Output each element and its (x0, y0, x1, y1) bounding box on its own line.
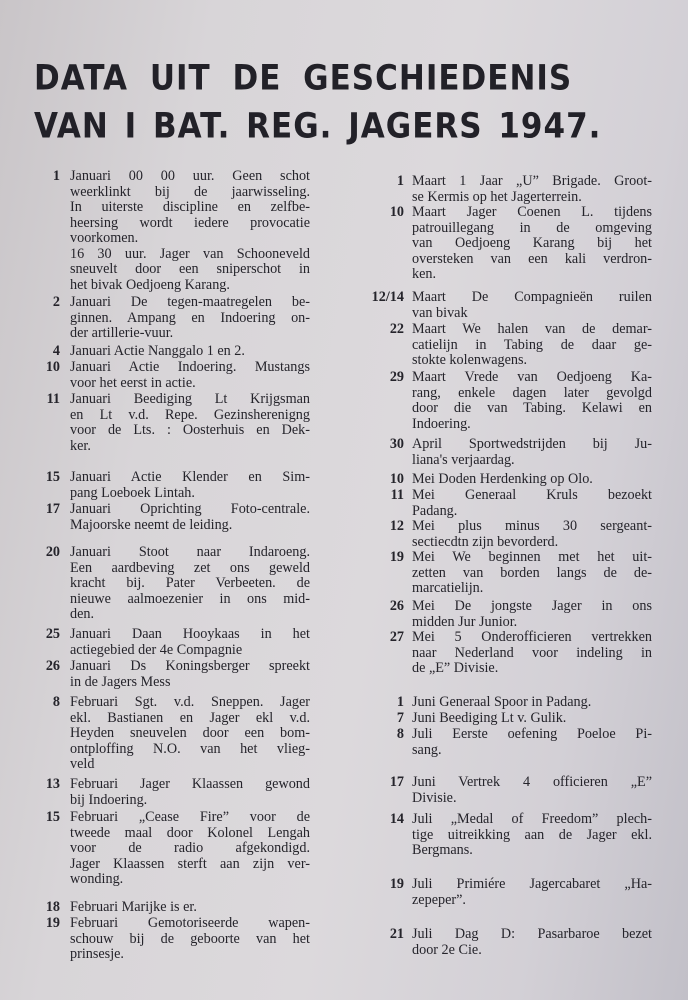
entry-text (412, 290, 652, 321)
entry-text (412, 174, 652, 205)
entry-line: in de Jagers Mess (70, 674, 171, 690)
entry-day: 22 (389, 321, 404, 337)
entry-line: ekl. Bastianen en Jager ekl v.d. (70, 710, 310, 726)
entry-line: liana's verjaardag. (412, 452, 515, 468)
entry-line: Februari Jager Klaassen gewond (70, 777, 310, 792)
entry-line: voor het eerst in actie. (70, 375, 196, 391)
entry-line: Een aardbeving zet ons geweld (70, 560, 310, 576)
entry-line: Juli „Medal of Freedom” plech- (412, 812, 652, 827)
entry-line: schouw bij de geboorte van het (70, 931, 310, 947)
entry-line: Mei We beginnen met het uit- (412, 550, 652, 565)
entry-day: 12 (389, 518, 404, 534)
entry-day: 27 (389, 629, 404, 645)
entry-line: nieuwe aalmoezenier in ons mid- (70, 591, 310, 607)
entry-day: 21 (389, 926, 404, 942)
entry-day: 11 (46, 391, 60, 407)
entry-day: 19 (389, 876, 404, 892)
entry-line: Maart Vrede van Oedjoeng Ka- (412, 370, 652, 385)
entry-line: Heyden sneuvelen door een bom- (70, 726, 310, 741)
entry-line: Januari Actie Nanggalo 1 en 2. (70, 344, 245, 359)
entry-day: 26 (45, 658, 60, 674)
entry-line: en Lt v.d. Repe. Gezinsherenigng (70, 407, 310, 423)
entry-day: 17 (389, 774, 404, 790)
entry-text (412, 711, 652, 727)
entry-day: 10 (45, 359, 60, 375)
entry-text (70, 344, 310, 360)
entry-line: Mei Generaal Kruls bezoekt (412, 488, 652, 503)
entry-line: Juni Generaal Spoor in Padang. (412, 695, 592, 710)
entry-line: Indoering. (412, 416, 471, 432)
entry-line: zetten van borden langs de de- (412, 565, 652, 581)
entry-line: Juli Eerste oefening Poeloe Pi- (412, 727, 652, 742)
entry-text (412, 205, 652, 283)
entry-line: actiegebied der 4e Compagnie (70, 642, 243, 658)
entry-line: Maart Jager Coenen L. tijdens (412, 205, 652, 220)
entry-day: 18 (45, 899, 60, 915)
entry-line: zepeper”. (412, 892, 466, 908)
entry-line: marcatielijn. (412, 581, 484, 596)
entry-line: Februari Gemotoriseerde wapen- (70, 916, 310, 931)
entry-line: tige uitreikking aan de Jager ekl. (412, 827, 652, 843)
entry-day: 19 (389, 549, 404, 565)
entry-line: ginnen. Ampang en Indoering on- (70, 310, 310, 326)
entry-line: ontploffing N.O. van het vlieg- (70, 741, 310, 757)
entry-day: 30 (389, 436, 404, 452)
entry-line: veld (70, 757, 95, 772)
entry-text (70, 545, 310, 623)
entry-line: Januari Stoot naar Indaroeng. (70, 545, 310, 560)
entry-text (70, 502, 310, 533)
entry-line: Februari Marijke is er. (70, 900, 197, 915)
entry-line: Juli Primiére Jagercabaret „Ha- (412, 877, 652, 892)
entry-line: van bivak (412, 305, 468, 321)
entry-line: patrouillegang in de omgeving (412, 220, 652, 236)
entry-text (412, 437, 652, 468)
entry-line: van Oedjoeng Karang bij het (412, 236, 652, 251)
entry-line: Januari Beediging Lt Krijgsman (70, 392, 310, 407)
entry-line: Mei Doden Herdenking op Olo. (412, 472, 593, 487)
entry-text (70, 916, 310, 963)
entry-day: 2 (52, 294, 60, 310)
entry-text (412, 812, 652, 859)
entry-line: door 2e Cie. (412, 942, 482, 958)
entry-line: oversteken van een kali verdron- (412, 251, 652, 267)
entry-text (412, 927, 652, 958)
entry-line: Januari Oprichting Foto-centrale. (70, 502, 310, 517)
entry-line: 16 30 uur. Jager van Schooneveld (70, 246, 310, 262)
entry-line: Juni Vertrek 4 officieren „E” (412, 775, 652, 790)
entry-text (412, 727, 652, 758)
entry-day: 25 (45, 626, 60, 642)
entry-line: voor de radio afgekondigd. (70, 841, 310, 856)
entry-day: 26 (389, 598, 404, 614)
title-line-2: VAN I BAT. REG. JAGERS 1947. (34, 106, 602, 147)
entry-line: tweede maal door Kolonel Lengah (70, 825, 310, 841)
entry-text (70, 295, 310, 342)
entry-day: 8 (396, 726, 404, 742)
entry-line: In uiterste discipline en zelfbe- (70, 200, 310, 215)
entry-day: 8 (52, 694, 60, 710)
entry-text (412, 488, 652, 519)
entry-line: naar Nederland voor indeling in (412, 645, 652, 661)
entry-text (412, 775, 652, 806)
entry-text (412, 519, 652, 550)
entry-line: se Kermis op het Jagerterrein. (412, 189, 582, 205)
entry-line: wonding. (70, 872, 124, 887)
entry-line: Jager Klaassen sterft aan zijn ver- (70, 856, 310, 872)
entry-text (412, 322, 652, 369)
entry-day: 10 (389, 204, 404, 220)
entry-day: 1 (52, 168, 60, 184)
entry-line: Maart We halen van de demar- (412, 322, 652, 337)
entry-line: ker. (70, 438, 91, 454)
entry-line: Maart De Compagnieën ruilen (412, 290, 652, 305)
entry-line: Januari De tegen-maatregelen be- (70, 295, 310, 310)
entry-line: door die van Tabing. Kelawi en (412, 401, 652, 416)
entry-day: 11 (390, 487, 404, 503)
entry-line: pang Loeboek Lintah. (70, 485, 195, 501)
entry-line: Mei De jongste Jager in ons (412, 599, 652, 614)
entry-line: bij Indoering. (70, 792, 148, 808)
entry-line: Bergmans. (412, 843, 473, 858)
entry-line: Januari Actie Indoering. Mustangs (70, 360, 310, 375)
entry-text (412, 877, 652, 908)
entry-text (412, 630, 652, 677)
entry-line: Januari Ds Koningsberger spreekt (70, 659, 310, 674)
entry-line: Juni Beediging Lt v. Gulik. (412, 711, 567, 726)
entry-text (70, 695, 310, 773)
entry-text (70, 169, 310, 293)
entry-day: 20 (45, 544, 60, 560)
entry-line: Februari „Cease Fire” voor de (70, 810, 310, 825)
entry-line: sectiecdtn zijn bevorderd. (412, 534, 559, 550)
entry-day: 12/14 (371, 289, 404, 305)
entry-line: Januari Daan Hooykaas in het (70, 627, 310, 642)
entry-line: Majoorske neemt de leiding. (70, 517, 233, 533)
entry-line: prinsesje. (70, 947, 124, 962)
entry-day: 29 (389, 369, 404, 385)
entry-text (70, 810, 310, 888)
title-line-1: DATA UIT DE GESCHIEDENIS (34, 58, 573, 99)
entry-text (70, 659, 310, 690)
entry-line: der artillerie-vuur. (70, 326, 174, 341)
entry-line: kracht bij. Pater Verbeeten. de (70, 576, 310, 591)
entry-line: Mei 5 Onderofficieren vertrekken (412, 630, 652, 645)
entry-line: voorkomen. (70, 231, 139, 246)
entry-day: 1 (396, 173, 404, 189)
entry-line: voor de Lts. : Oosterhuis en Dek- (70, 423, 310, 438)
entry-day: 17 (45, 501, 60, 517)
entry-text (412, 550, 652, 597)
entry-line: catielijn in Tabing de daar ge- (412, 337, 652, 353)
entry-line: Mei plus minus 30 sergeant- (412, 519, 652, 534)
entry-text (412, 695, 652, 711)
entry-text (70, 392, 310, 454)
entry-text (412, 472, 652, 488)
entry-line: rang, enkele dagen later gevolgd (412, 385, 652, 401)
entry-line: sneuvelt door een sniperschot in (70, 262, 310, 277)
entry-line: ken. (412, 267, 437, 282)
entry-line: Februari Sgt. v.d. Sneppen. Jager (70, 695, 310, 710)
entry-text (412, 370, 652, 432)
entry-line: stokte kolenwagens. (412, 353, 528, 368)
entry-day: 10 (389, 471, 404, 487)
entry-day: 14 (389, 811, 404, 827)
entry-day: 4 (52, 343, 60, 359)
entry-line: Januari Actie Klender en Sim- (70, 470, 310, 485)
entry-line: Maart 1 Jaar „U” Brigade. Groot- (412, 174, 652, 189)
entry-line: Juli Dag D: Pasarbaroe bezet (412, 927, 652, 942)
entry-day: 15 (45, 469, 60, 485)
entry-text (412, 599, 652, 630)
entry-day: 1 (396, 694, 404, 710)
entry-line: Januari 00 00 uur. Geen schot (70, 169, 310, 184)
entry-line: heersing wordt iedere provocatie (70, 215, 310, 231)
entry-day: 13 (45, 776, 60, 792)
entry-text (70, 627, 310, 658)
entry-day: 19 (45, 915, 60, 931)
entry-line: den. (70, 607, 95, 622)
entry-line: weerklinkt bij de jaarwisseling. (70, 184, 310, 200)
entry-line: de „E” Divisie. (412, 661, 499, 676)
entry-text (70, 470, 310, 501)
entry-day: 7 (396, 710, 404, 726)
entry-text (70, 360, 310, 391)
entry-line: Divisie. (412, 790, 457, 806)
entry-text (70, 900, 310, 916)
entry-day: 15 (45, 809, 60, 825)
entry-line: het bivak Oedjoeng Karang. (70, 277, 230, 293)
entry-line: Padang. (412, 503, 458, 519)
entry-line: sang. (412, 742, 442, 758)
entry-line: midden Jur Junior. (412, 614, 518, 630)
entry-text (70, 777, 310, 808)
entry-line: April Sportwedstrijden bij Ju- (412, 437, 652, 452)
